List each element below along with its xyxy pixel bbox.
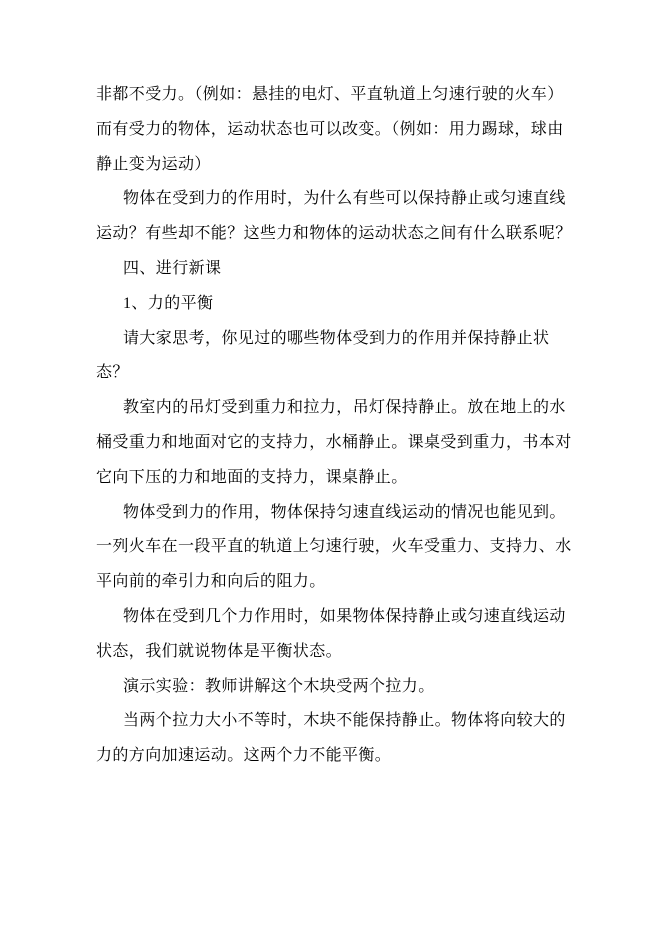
subsection-heading: 1、力的平衡: [123, 294, 214, 312]
text-line: 当两个拉力大小不等时，木块不能保持静止。物体将向较大的: [123, 712, 566, 730]
section-heading: 四、进行新课: [123, 259, 222, 277]
text-line: 它向下压的力和地面的支持力，课桌静止。: [96, 468, 408, 486]
text-line: 一列火车在一段平直的轨道上匀速行驶，火车受重力、支持力、水: [96, 538, 572, 556]
text-line: 演示实验：教师讲解这个木块受两个拉力。: [123, 677, 435, 695]
text-line: 态？: [96, 364, 129, 382]
text-line: 教室内的吊灯受到重力和拉力，吊灯保持静止。放在地上的水: [123, 399, 566, 417]
text-line: 物体受到力的作用，物体保持匀速直线运动的情况也能见到。: [123, 503, 566, 521]
text-line: 而有受力的物体，运动状态也可以改变。（例如：用力踢球，球由: [96, 120, 564, 138]
text-line: 力的方向加速运动。这两个力不能平衡。: [96, 747, 392, 765]
text-line: 非都不受力。（例如：悬挂的电灯、平直轨道上匀速行驶的火车）: [96, 86, 564, 103]
text-line: 平向前的牵引力和向后的阻力。: [96, 573, 326, 591]
text-line: 物体在受到力的作用时，为什么有些可以保持静止或匀速直线: [123, 190, 566, 208]
text-line: 静止变为运动）: [96, 155, 211, 173]
text-line: 物体在受到几个力作用时，如果物体保持静止或匀速直线运动: [123, 607, 566, 625]
text-line: 运动？有些却不能？这些力和物体的运动状态之间有什么联系呢？: [96, 225, 572, 243]
text-line: 请大家思考，你见过的哪些物体受到力的作用并保持静止状: [123, 329, 550, 347]
text-line: 状态，我们就说物体是平衡状态。: [96, 642, 343, 660]
text-line: 桶受重力和地面对它的支持力，水桶静止。课桌受到重力，书本对: [96, 433, 572, 451]
